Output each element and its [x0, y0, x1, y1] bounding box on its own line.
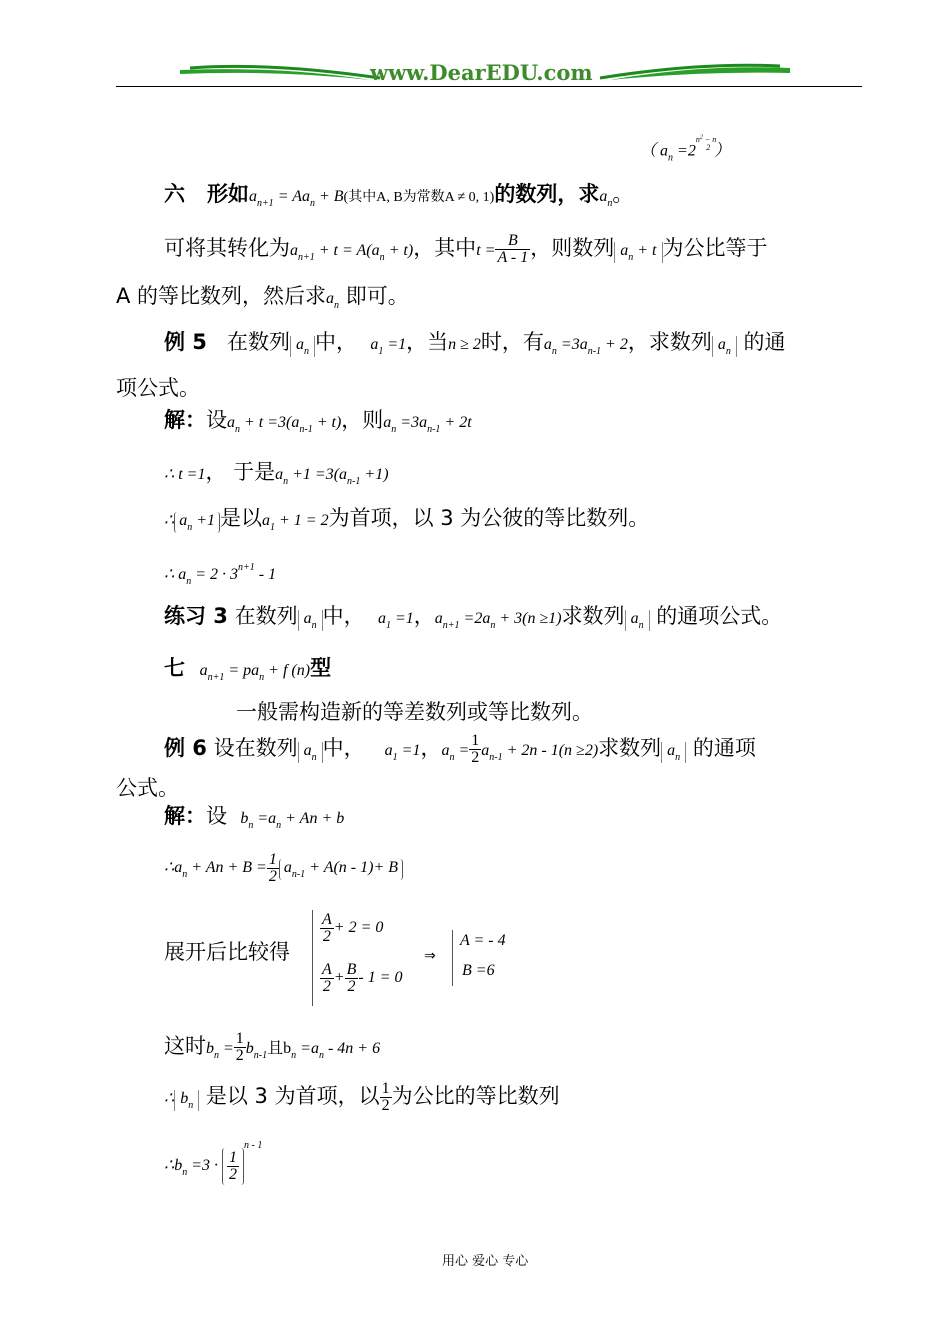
solution-6-line-2: $\therefore a_n + An + B$ = $\frac{1}{2}$ $a_{n-1} + A(n - 1)+ B$ [164, 852, 403, 885]
equation-system-right [452, 930, 453, 986]
expand-compare-label: 展开后比较得 [164, 940, 290, 964]
prev-answer: （ $a_n =2^{n^2 - n}$ $^2$ ） [640, 134, 731, 164]
equation-1: $\frac{A}{2}$ + 2 = 0 [322, 911, 384, 945]
solution-5-line-3: ∴ $a_n +1$ 是以$a_1 + 1 = 2$为首项，以 3 为公彼的等比数列。 [164, 506, 650, 533]
example-6-line-1: 例 6 设在数列 $a_n$ 中， $a_1 =1$，$a_n$ = $\frac{1}{2}$ $a_{n-1} + 2n - 1(n \ge 2)$求数列 $a_n$ 的通项 [164, 731, 756, 766]
example-6-line-2: 公式。 [116, 776, 179, 800]
page-footer: 用心 爱心 专心 [442, 1254, 529, 1269]
solution-5-line-2: ∴ t =1， 于是$a_n +1 =3(a_{n-1} +1)$ [164, 460, 389, 487]
section-6-heading: 六 形如$a_{n+1} = Aa_n + B$(其中A, B为常数A ≠ 0, 1)的数列，求$a_n$。 [164, 182, 634, 209]
solution-6-line-1: 解：设 $b_n =a_n + An + b$ [164, 804, 345, 831]
site-logo-text: www.DearEDU.com [370, 60, 593, 85]
header-rule [116, 86, 862, 87]
final-result: $\therefore b_n =3$ · $\frac{1}{2}$ $^{n - 1}$ [164, 1140, 263, 1183]
example-5-line-2: 项公式。 [116, 376, 200, 400]
solution-A: A = - 4 [460, 932, 506, 949]
practice-3: 练习 3 在数列 $a_n$ 中， $a_1 =1$，$a_{n+1} =2a_n + 3(n \ge 1)$求数列 $a_n$ 的通项公式。 [164, 604, 783, 631]
section-7-desc: 一般需构造新的等差数列或等比数列。 [236, 700, 593, 724]
equation-system-left [312, 910, 313, 1006]
solution-5-result: ∴ $a_n = 2 \cdot 3^{n+1} - 1$ [164, 562, 277, 587]
para-line-1: 可将其转化为$a_{n+1} + t = A(a_n + t)$，其中t = $\frac{B}{A - 1}$ ，则数列 $a_n + t$ 为公比等于 [164, 231, 768, 266]
solution-B: B =6 [462, 962, 495, 979]
implies-arrow: ⇒ [424, 949, 436, 964]
example-5-line-1: 例 5 在数列 $a_n$ 中， $a_1 =1$，当n ≥ 2时，有$a_n =3a_{n-1} + 2$，求数列 $a_n$ 的通 [164, 330, 786, 357]
section-7-heading: 七 $a_{n+1} = pa_n + f$ (n)型 [164, 656, 332, 683]
then-line: 这时$b_n$ = $\frac{1}{2}$ $b_{n-1}$且$b_n =a_n - 4n + 6$ [164, 1029, 381, 1064]
solution-5-line-1: 解：设$a_n + t =3(a_{n-1} + t)$，则$a_n =3a_{n-1} + 2t$ [164, 408, 472, 435]
equation-2: $\frac{A}{2}$ + $\frac{B}{2}$ - 1 = 0 [322, 961, 403, 995]
conclusion-line: ∴ $b_n$ 是以 3 为首项，以 $\frac{1}{2}$ 为公比的等比数列 [164, 1079, 560, 1114]
para-line-2: A 的等比数列，然后求$a_n$ 即可。 [116, 284, 409, 311]
